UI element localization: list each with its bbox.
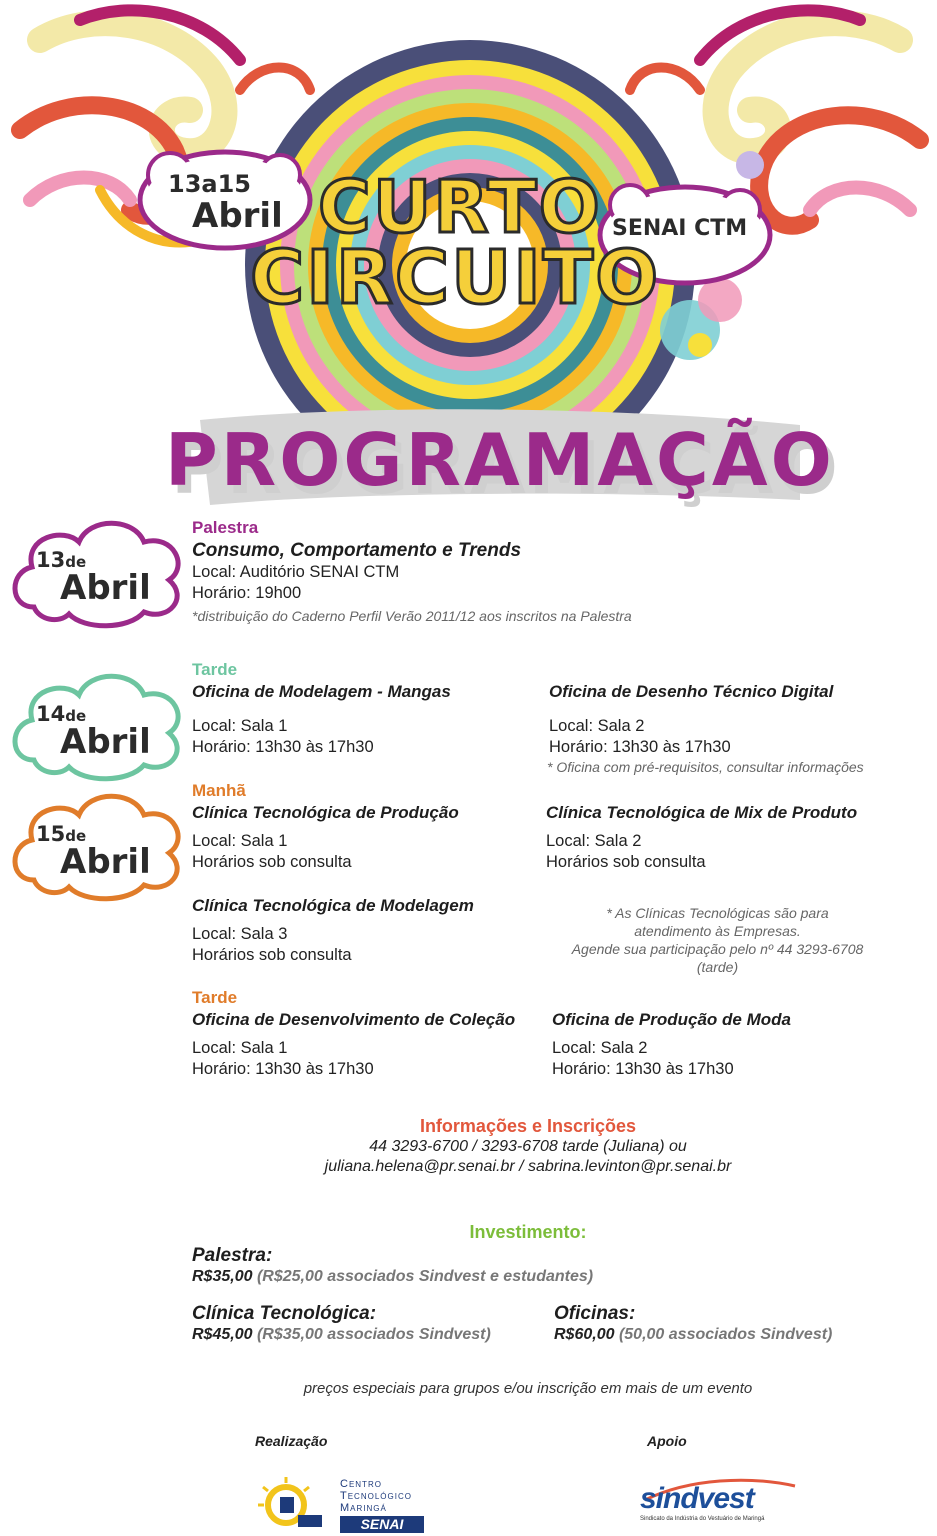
day3-m-right-title: Clínica Tecnológica de Mix de Produto bbox=[546, 803, 858, 822]
ctm-logo-icon bbox=[258, 1475, 330, 1533]
section-title: PROGRAMAÇÃO bbox=[165, 418, 835, 502]
day3-a-left-local: Local: Sala 1 bbox=[192, 1039, 288, 1057]
ctm-line2: Tecnológico bbox=[340, 1490, 412, 1502]
oficinas-label: Oficinas: bbox=[554, 1303, 636, 1324]
info-emails: juliana.helena@pr.senai.br / sabrina.levinton@pr.senai.br bbox=[324, 1158, 732, 1175]
day2-left-title: Oficina de Modelagem - Mangas bbox=[192, 682, 451, 701]
date-14-month: Abril bbox=[60, 722, 151, 762]
day1-note: *distribuição do Caderno Perfil Verão 2011/12 aos inscritos na Palestra bbox=[192, 608, 632, 624]
day3-m-left2-horario: Horários sob consulta bbox=[192, 946, 352, 964]
day3-a-right-horario: Horário: 13h30 às 17h30 bbox=[552, 1060, 734, 1078]
senai-logo: SENAI bbox=[340, 1516, 424, 1533]
day3-m-left-title: Clínica Tecnológica de Produção bbox=[192, 803, 459, 822]
day3-a-right-title: Oficina de Produção de Moda bbox=[552, 1010, 791, 1029]
palestra-price: R$35,00 bbox=[192, 1268, 253, 1285]
clinic-note-line1: * As Clínicas Tecnológicas são para bbox=[606, 905, 829, 921]
event-title-line2: CIRCUITO bbox=[250, 235, 661, 321]
day3-m-left-local: Local: Sala 1 bbox=[192, 832, 288, 850]
day2-left-local: Local: Sala 1 bbox=[192, 717, 288, 735]
day3-m-right-horario: Horários sob consulta bbox=[546, 853, 706, 871]
header-dates-line1: 13a15 bbox=[168, 170, 251, 198]
day3-a-left-horario: Horário: 13h30 às 17h30 bbox=[192, 1060, 374, 1078]
day1-title: Consumo, Comportamento e Trends bbox=[192, 540, 522, 561]
day2-right-title: Oficina de Desenho Técnico Digital bbox=[549, 682, 834, 701]
clinica-label: Clínica Tecnológica: bbox=[192, 1303, 377, 1324]
ctm-line3: Maringá bbox=[340, 1502, 387, 1514]
day3-a-left-title: Oficina de Desenvolvimento de Coleção bbox=[192, 1010, 516, 1029]
palestra-detail: (R$25,00 associados Sindvest e estudantes) bbox=[256, 1268, 594, 1285]
info-title: Informações e Inscrições bbox=[419, 1116, 637, 1136]
ctm-line1: Centro bbox=[340, 1478, 382, 1490]
date-13-day: 13de bbox=[36, 548, 87, 572]
clinic-note-line3: Agende sua participação pelo nº 44 3293-6708 bbox=[571, 941, 864, 957]
day1-category: Palestra bbox=[192, 518, 259, 537]
oficinas-price-line bbox=[554, 1326, 832, 1344]
oficinas-detail: (50,00 associados Sindvest) bbox=[618, 1326, 833, 1343]
day3-category-morning: Manhã bbox=[192, 781, 246, 800]
date-15-month: Abril bbox=[60, 842, 151, 882]
header-dates-line2: Abril bbox=[192, 196, 283, 236]
day3-m-right-local: Local: Sala 2 bbox=[546, 832, 642, 850]
info-phones: 44 3293-6700 / 3293-6708 tarde (Juliana) ou bbox=[369, 1138, 687, 1155]
day2-right-horario: Horário: 13h30 às 17h30 bbox=[549, 738, 731, 756]
day2-right-note: * Oficina com pré-requisitos, consultar informações bbox=[547, 759, 864, 775]
day3-a-right-local: Local: Sala 2 bbox=[552, 1039, 648, 1057]
special-prices-note: preços especiais para grupos e/ou inscrição em mais de um evento bbox=[303, 1380, 753, 1397]
day3-category-afternoon: Tarde bbox=[192, 988, 238, 1007]
apoio-label: Apoio bbox=[647, 1433, 687, 1449]
clinica-price-line bbox=[192, 1326, 491, 1344]
investment-title: Investimento: bbox=[469, 1222, 587, 1242]
clinica-price: R$45,00 bbox=[192, 1326, 253, 1343]
palestra-price-line bbox=[192, 1268, 593, 1286]
sindvest-logo: sindvest bbox=[640, 1482, 754, 1515]
date-14-day: 14de bbox=[36, 702, 87, 726]
day1-local: Local: Auditório SENAI CTM bbox=[192, 563, 400, 581]
header-venue: SENAI CTM bbox=[612, 216, 748, 241]
day3-clinic-note bbox=[540, 904, 895, 976]
event-title-line1: CURTO bbox=[318, 165, 602, 249]
palestra-label: Palestra: bbox=[192, 1245, 273, 1266]
realizacao-label: Realização bbox=[255, 1433, 328, 1449]
clinic-note-line4: (tarde) bbox=[696, 959, 739, 975]
sindvest-subtitle: Sindicato da Indústria do Vestuário de Maringá bbox=[640, 1516, 765, 1522]
clinica-detail: (R$35,00 associados Sindvest) bbox=[256, 1326, 491, 1343]
date-15-day: 15de bbox=[36, 822, 87, 846]
day2-category: Tarde bbox=[192, 660, 238, 679]
oficinas-price: R$60,00 bbox=[554, 1326, 615, 1343]
day3-m-left-horario: Horários sob consulta bbox=[192, 853, 352, 871]
day2-right-local: Local: Sala 2 bbox=[549, 717, 645, 735]
day2-left-horario: Horário: 13h30 às 17h30 bbox=[192, 738, 374, 756]
date-13-month: Abril bbox=[60, 568, 151, 608]
day3-m-left2-local: Local: Sala 3 bbox=[192, 925, 288, 943]
day1-horario: Horário: 19h00 bbox=[192, 584, 302, 602]
day3-m-left2-title: Clínica Tecnológica de Modelagem bbox=[192, 896, 474, 915]
ctm-logo-text bbox=[340, 1478, 412, 1514]
clinic-note-line2: atendimento às Empresas. bbox=[634, 923, 801, 939]
